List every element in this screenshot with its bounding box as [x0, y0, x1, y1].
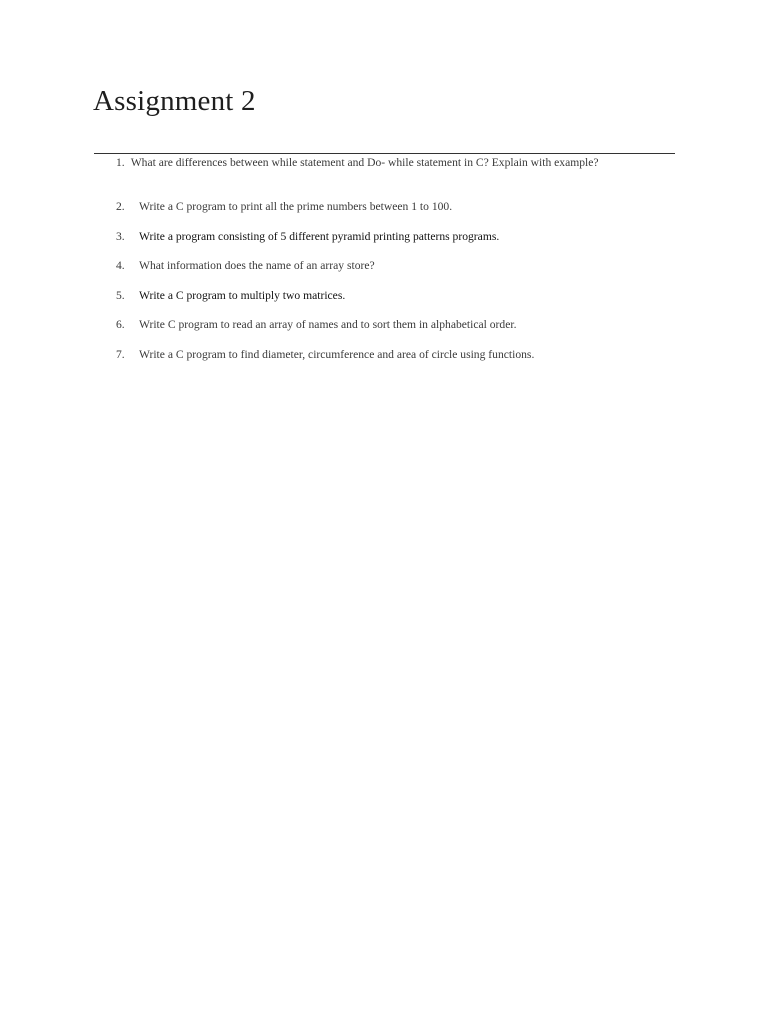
question-item-2 [116, 199, 676, 229]
question-item-4 [116, 258, 676, 288]
question-list [116, 199, 676, 376]
question-number: 6. [116, 318, 125, 331]
question-text: Write C program to read an array of names and to sort them in alphabetical order. [139, 318, 517, 331]
question-text: Write a C program to find diameter, circumference and area of circle using functions. [139, 347, 535, 361]
question-item-7 [116, 347, 676, 377]
question-item-3 [116, 229, 676, 259]
question-number: 2. [116, 200, 125, 213]
question-text: Write a C program to multiply two matrices. [139, 288, 346, 302]
question-number: 3. [116, 229, 125, 243]
question-text: What information does the name of an array store? [139, 259, 375, 272]
question-number: 7. [116, 347, 125, 361]
page-title: Assignment 2 [93, 85, 256, 117]
question-number: 4. [116, 259, 125, 272]
question-number: 1. [116, 156, 125, 169]
question-number: 5. [116, 288, 125, 302]
question-text: What are differences between while statement and Do- while statement in C? Explain with example? [130, 156, 599, 169]
question-text: Write a program consisting of 5 different pyramid printing patterns programs. [139, 229, 500, 243]
question-item-1 [116, 155, 636, 170]
title-divider [94, 153, 675, 154]
question-text: Write a C program to print all the prime numbers between 1 to 100. [139, 200, 453, 213]
question-item-5 [116, 288, 676, 318]
question-item-6 [116, 317, 676, 347]
